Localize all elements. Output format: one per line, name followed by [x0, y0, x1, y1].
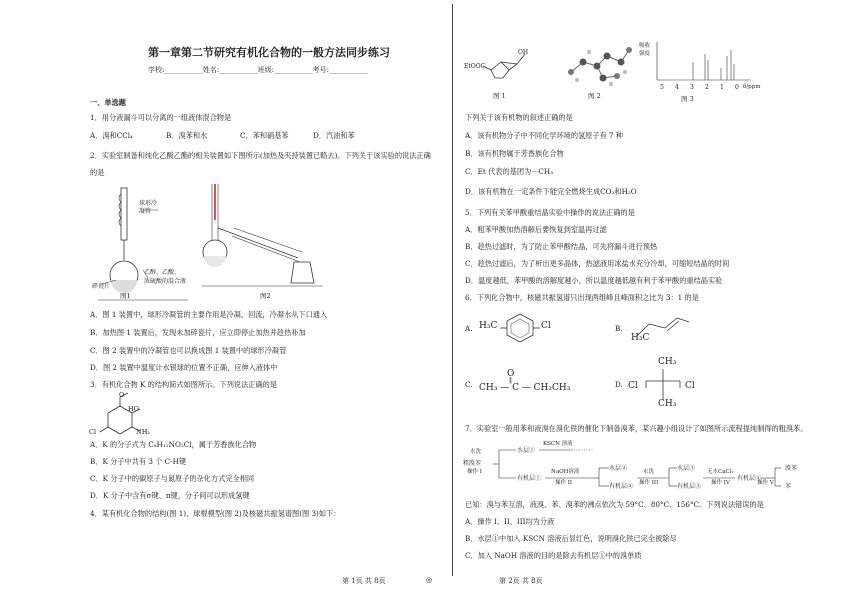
- flow-op-3: 操作 III: [639, 480, 659, 486]
- q6-d-skeleton: [638, 367, 688, 401]
- k-chloro: Cl: [89, 428, 97, 436]
- q7-option-b: B．水层①中加入 KSCN 溶液后显红色，说明溴化铁已完全被除尽: [465, 534, 677, 543]
- nmr-ylabel-2: 强度: [639, 51, 651, 57]
- flow-naoh: NaOH溶液: [551, 469, 580, 475]
- q6-c-double-bond: ‖: [509, 377, 512, 384]
- flow-water-layer-3: 水层③: [677, 465, 696, 472]
- fig2-caption: 图2: [260, 292, 271, 300]
- q6-d-cl-left: Cl: [628, 381, 638, 391]
- q6-stem: 6．下列化合物中，核磁共振氢谱只出现两组峰且峰面积之比为 3：1 的是: [465, 293, 699, 302]
- flow-org-layer-3: 有机层③: [677, 483, 702, 490]
- flow-water-layer-1: 水层①: [517, 447, 536, 454]
- q1-stem: 1．用分液漏斗可以分离的一组液体混合物是: [90, 113, 232, 122]
- nmr-tick-0: 0: [735, 84, 739, 91]
- flow-water-layer-2: 水层②: [609, 465, 628, 472]
- q6-option-a-label: A.: [465, 324, 473, 333]
- q6-a-cl: Cl: [541, 321, 551, 331]
- flow-cacl2: 无水CaCl₂: [707, 469, 734, 475]
- flow-kscn: KSCN 溶液: [543, 441, 573, 447]
- q4-fig1-caption: 图 1: [493, 92, 506, 100]
- page-divider: [452, 4, 453, 576]
- q1-option-b: B．溴苯和水: [166, 131, 208, 140]
- q3-option-a: A．K 的分子式为 C₈H₁₂NO₂Cl，属于芳香族化合物: [90, 440, 257, 449]
- flow-water-wash-2: 水洗: [643, 469, 655, 475]
- q6-option-b-label: B.: [615, 324, 623, 333]
- q7-option-a: A．操作 I、II、III均为分液: [465, 517, 555, 526]
- flow-product-bromobenzene: 溴苯: [785, 465, 798, 472]
- fig1-caption: 图1: [120, 292, 131, 300]
- q5-option-b: B．趁热过滤时，为了防止苯甲酸结晶，可先将漏斗进行预热: [465, 242, 658, 251]
- q4-fig2-caption: 图 2: [588, 92, 601, 100]
- flow-water-wash-1: 水洗: [470, 449, 482, 455]
- right-page: [455, 0, 860, 608]
- flow-op-1: 操作 I: [467, 469, 482, 475]
- flow-op-5: 操作 V: [757, 480, 774, 486]
- k-hydroxyl: HO: [128, 405, 139, 413]
- q6-a-h3c: H₃C: [479, 321, 498, 331]
- student-info-line: 学校:___________姓名:___________班级:___________考号:___________: [148, 66, 368, 74]
- q4-fig3-caption: 图 3: [681, 95, 694, 103]
- q4-option-a: A．该有机物分子中不同化学环境的氢原子有 7 种: [465, 131, 624, 140]
- q6-d-cl-right: Cl: [685, 381, 695, 391]
- fig1-label-mixture-1: 乙醇、乙酸、: [144, 269, 181, 276]
- k-amino: NH₂: [136, 428, 150, 436]
- q3-option-c: C．K 分子中的碳原子与氮原子的杂化方式完全相同: [90, 474, 255, 483]
- q6-option-c-label: C.: [465, 380, 473, 389]
- fig1-label-porcelain: 碎瓷片: [92, 283, 111, 290]
- q2-option-b: B．加热图 1 装置后，发现未加碎瓷片，应立即停止加热并趁热补加: [90, 328, 306, 337]
- flow-op-2: 操作 II: [555, 480, 573, 486]
- nmr-tick-2: 2: [705, 84, 709, 91]
- q4-option-d: D．该有机物在一定条件下能完全燃烧生成CO₂和H₂O: [465, 187, 637, 196]
- flow-org-layer-1: 有机层①: [517, 475, 542, 482]
- q2-option-c: C．图 2 装置中的冷凝管也可以换成图 1 装置中的球形冷凝管: [90, 346, 287, 355]
- q4-lead: 下列关于该有机物的叙述正确的是: [465, 113, 573, 122]
- q1-option-c: C．苯和硝基苯: [240, 131, 289, 140]
- nmr-tick-3: 3: [690, 84, 694, 91]
- nmr-tick-1: 1: [720, 84, 724, 91]
- nmr-ylabel-1: 吸收: [639, 43, 651, 49]
- q2-stem: 2．实验室制备和纯化乙酸乙酯的相关装置如下图所示(加热及夹持装置已略去)。下列关于该实验的说法正确: [90, 151, 431, 160]
- footer-binding-mark: ◎: [426, 576, 433, 584]
- q2-option-a: A．图 1 装置中，球形冷凝管的主要作用是冷凝、回流，冷凝水从下口通入: [90, 310, 328, 319]
- footer-page-1: 第 1页 共 8页: [342, 577, 386, 585]
- q6-option-d-label: D.: [615, 380, 623, 389]
- q6-c-formula: CH₃ — C — CH₂CH₃: [479, 383, 571, 393]
- q5-stem: 5．下列有关苯甲酸重结晶实验中操作的说法正确的是: [465, 208, 635, 217]
- q1-option-d: D．汽油和苯: [313, 131, 355, 140]
- q7-stem: 7．实验室一般用苯和液溴在溴化铁的催化下制备溴苯，某兴趣小组设计了如图所示流程提纯制得的粗溴苯。: [465, 424, 808, 433]
- q3-option-b: B．K 分子中共有 3 个 C-H键: [90, 457, 187, 466]
- k-carbonyl-o: O: [119, 391, 125, 399]
- fig1-label-condenser-2: 凝管: [139, 208, 152, 215]
- section-heading: 一、单选题: [90, 98, 126, 107]
- nmr-tick-4: 4: [675, 84, 679, 91]
- oh-label: OH: [518, 49, 529, 56]
- flow-org-layer-2: 有机层②: [609, 483, 634, 490]
- etooc-label: EtOOC: [464, 63, 486, 70]
- q1-option-a: A．溴和CCl₄: [90, 131, 133, 140]
- q6-d-ch3-top: CH₃: [658, 357, 677, 367]
- nmr-tick-5: 5: [660, 84, 664, 91]
- q6-a-benzene-ring: [500, 312, 540, 342]
- flow-crude-bromobenzene: 粗溴苯: [463, 460, 482, 467]
- flow-op-4: 操作 IV: [711, 480, 730, 486]
- q6-b-h3c: H₃C: [631, 333, 650, 343]
- q5-option-d: D．温度越低，苯甲酸的溶解度越小，所以温度越低越有利于苯甲酸的重结晶实验: [465, 276, 723, 285]
- q4-option-b: B．该有机物属于芳香族化合物: [465, 149, 564, 158]
- q4-stem: 4．某有机化合物的结构(图 1)、球棍模型(图 2)及核磁共振氢谱图(图 3)如下：: [90, 509, 341, 518]
- q7-option-c: C．加入 NaOH 溶液的目的是除去有机层①中的溴单质: [465, 551, 642, 560]
- flow-product-benzene: 苯: [785, 483, 792, 490]
- distillation-apparatus-figure: [198, 180, 333, 292]
- page-title: 第一章第二节研究有机化合物的一般方法同步练习: [148, 46, 390, 59]
- footer-page-2: 第 2页 共 8页: [499, 577, 543, 585]
- q3-option-d: D．K 分子中含有σ键、π键，分子间可以形成氢键: [90, 491, 250, 500]
- q7-known-info: 已知：溴与苯互溶，液溴、苯、溴苯的沸点依次为 59°C、80°C、156°C。下列说法错误的是: [465, 500, 764, 509]
- q5-option-a: A．粗苯甲酸加热溶解后要恢复到室温再过滤: [465, 225, 607, 234]
- q2-option-d: D．图 2 装置中温度计水银球的位置不正确，应伸入液体中: [90, 363, 278, 372]
- q2-stem-cont: 的是: [90, 168, 105, 177]
- ball-and-stick-model: [563, 42, 638, 90]
- q6-c-oxygen: O: [507, 369, 515, 379]
- flow-org-layer-4: 有机层④: [737, 475, 762, 482]
- q6-d-ch3-bottom: CH₃: [658, 399, 677, 409]
- q3-stem: 3．有机化合物 K 的结构简式如图所示。下列说法正确的是: [90, 380, 278, 389]
- q4-option-c: C．Et 代表的基团为－CH₃: [465, 167, 554, 176]
- fig1-label-mixture-2: 浓硫酸的混合液: [144, 278, 187, 285]
- nmr-axis-unit: δ/ppm: [743, 84, 761, 90]
- q5-option-c: C．趁热过滤后，为了析出更多晶体，热滤液用冰盐水充分冷却，可缩短结晶的时间: [465, 259, 730, 268]
- fig1-label-condenser-1: 球形冷: [139, 200, 158, 207]
